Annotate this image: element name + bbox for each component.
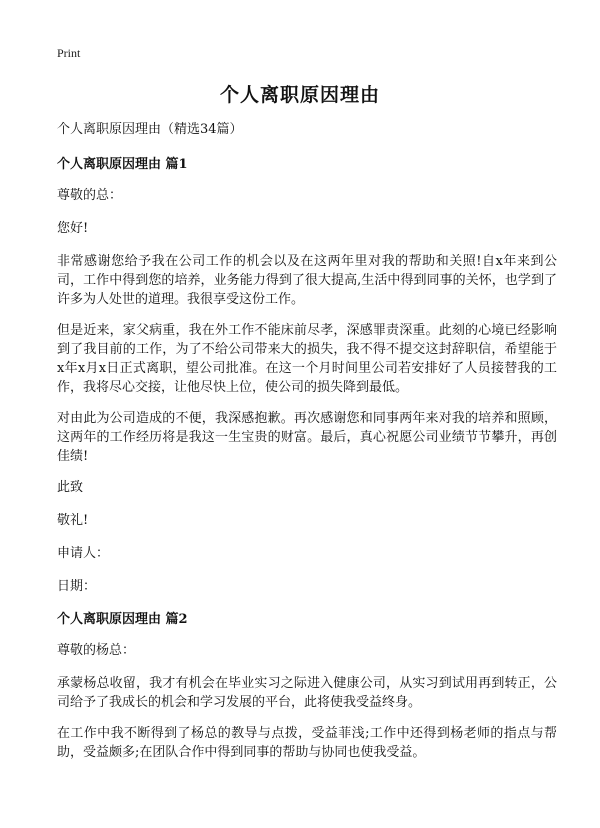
section-2-paragraph: 在工作中我不断得到了杨总的教导与点拨，受益菲浅;工作中还得到杨老师的指点与帮助，受益颇多;在团队合作中得到同事的帮助与协同也使我受益。 bbox=[57, 726, 557, 760]
document-subtitle: 个人离职原因理由（精选34篇） bbox=[57, 122, 243, 137]
document-body bbox=[57, 120, 557, 774]
document-title: 个人离职原因理由 bbox=[219, 84, 380, 106]
section-1-paragraph: 非常感谢您给予我在公司工作的机会以及在这两年里对我的帮助和关照!自x年来到公司，工作中得到您的培养，业务能力得到了很大提高,生活中得到同事的关怀，也学到了许多为人处世的道理。我很享受这份工作。 bbox=[57, 254, 557, 307]
section-1-closing: 此致 bbox=[57, 480, 84, 495]
section-1-heading: 个人离职原因理由 篇1 bbox=[57, 157, 188, 172]
section-2-salutation: 尊敬的杨总： bbox=[57, 643, 136, 658]
section-1-regards: 敬礼! bbox=[57, 513, 89, 528]
section-1-paragraph: 对由此为公司造成的不便，我深感抱歉。再次感谢您和同事两年来对我的培养和照顾，这两年的工作经历将是我这一生宝贵的财富。最后，真心祝愿公司业绩节节攀升，再创佳绩! bbox=[57, 411, 557, 464]
section-1-salutation: 尊敬的总： bbox=[57, 188, 123, 203]
section-2-paragraph: 承蒙杨总收留，我才有机会在毕业实习之际进入健康公司，从实习到试用再到转正，公司给予了我成长的机会和学习发展的平台，此将使我受益终身。 bbox=[57, 676, 557, 710]
section-2-heading: 个人离职原因理由 篇2 bbox=[57, 612, 188, 627]
section-1-date: 日期： bbox=[57, 579, 97, 594]
print-label: Print bbox=[57, 46, 81, 60]
section-1-applicant: 申请人： bbox=[57, 546, 110, 561]
section-1-greeting: 您好! bbox=[57, 221, 89, 236]
section-1-paragraph: 但是近来，家父病重，我在外工作不能床前尽孝，深感罪责深重。此刻的心境已经影响到了我目前的工作，为了不给公司带来大的损失，我不得不提交这封辞职信，希望能于x年x月x日正式离职，望公司批准。在这一个月时间里公司若安排好了人员接替我的工作，我将尽心交接，让他尽快上位，使公司的损失降到最低。 bbox=[57, 323, 557, 395]
